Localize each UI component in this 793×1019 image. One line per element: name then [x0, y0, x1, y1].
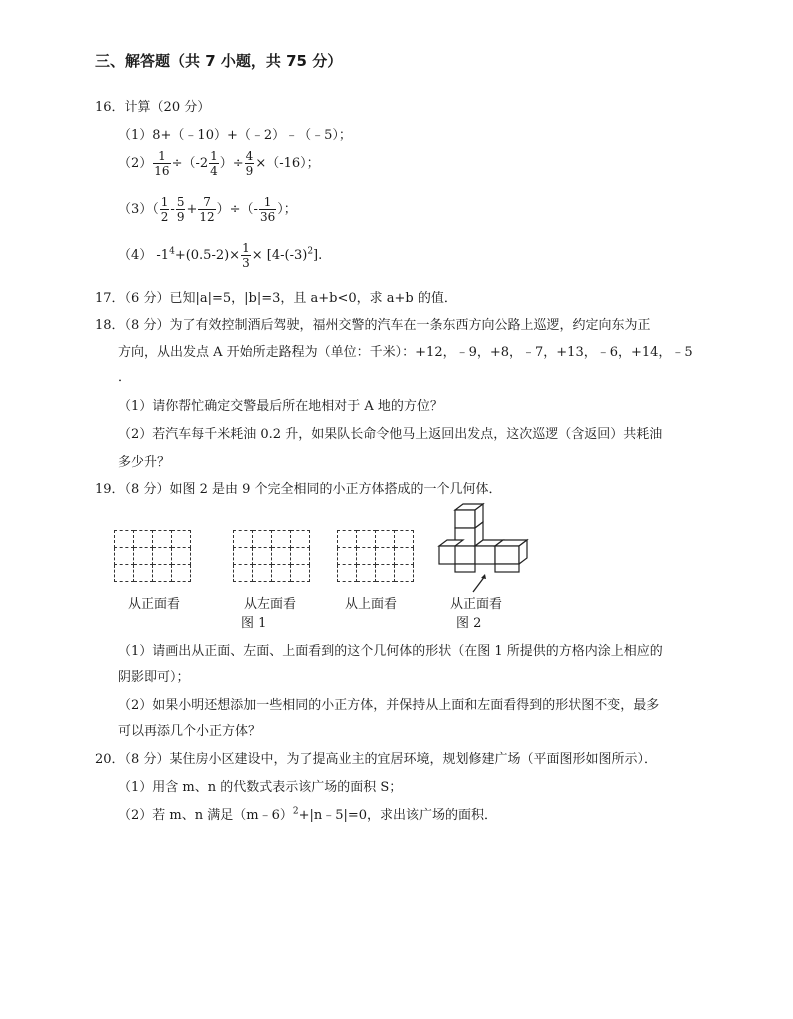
q18-line3: ．	[118, 370, 132, 385]
q18-sub2: （2）若汽车每千米耗油 0.2 升，如果队长命令他马上返回出发点，这次巡逻（含返回）共耗油	[118, 427, 663, 442]
fraction: $\frac{1}{3}$	[242, 241, 250, 270]
fraction: $\frac{1}{4}$	[210, 149, 218, 178]
grid-left-view	[233, 530, 310, 582]
q17: 17．（6 分）已知|a|=5，|b|=3，且 a+b<0，求 a+b 的值．	[95, 291, 457, 306]
grid-top-view	[337, 530, 414, 582]
caption-left-view: 从左面看	[244, 597, 297, 612]
q20-heading: 20．（8 分）某住房小区建设中，为了提高业主的宜居环境，规划修建广场（平面图形如图所示）．	[95, 752, 657, 767]
q19-sub1a: （1）请画出从正面、左面、上面看到的这个几何体的形状（在图 1 所提供的方格内涂上相应的	[118, 644, 663, 659]
q16-part3: （3）（ $\frac{1}{2}$ - $\frac{5}{9}$ + $\frac{7}{12}$ ）÷（- $\frac{1}{36}$ ）；	[118, 195, 297, 224]
q16-part2: （2） $\frac{1}{16}$ ÷（-2 $\frac{1}{4}$ ）÷ $\frac{4}{9}$ ×（-16）；	[118, 149, 320, 178]
q20-sub1: （1）用含 m、n 的代数式表示该广场的面积 S；	[118, 780, 403, 795]
figure-2-label: 图 2	[456, 616, 482, 631]
figure-1-label: 图 1	[241, 616, 267, 631]
q18-line1: 18．（8 分）为了有效控制酒后驾驶，福州交警的汽车在一条东西方向公路上巡逻，约定向东为正	[95, 318, 651, 333]
q18-sub1: （1）请你帮忙确定交警最后所在地相对于 A 地的方位？	[118, 399, 443, 414]
fraction: $\frac{5}{9}$	[176, 195, 185, 224]
cube-solid-figure	[435, 500, 535, 595]
caption-front-view-fig2: 从正面看	[450, 597, 503, 612]
q19-sub2b: 可以再添几个小正方体？	[118, 724, 262, 739]
q18-sub2b: 多少升？	[118, 455, 171, 470]
fraction: $\frac{7}{12}$	[199, 195, 215, 224]
q19-heading: 19．（8 分）如图 2 是由 9 个完全相同的小正方体搭成的一个几何体．	[95, 482, 502, 497]
fraction: $\frac{1}{16}$	[154, 149, 170, 178]
section-title: 三、解答题（共 7 小题，共 75 分）	[95, 52, 343, 70]
q19-sub1b: 阴影即可）；	[118, 670, 190, 685]
fraction: $\frac{1}{2}$	[160, 195, 169, 224]
q16-heading: 16．计算（20 分）	[95, 100, 211, 115]
fraction: $\frac{1}{36}$	[259, 195, 276, 224]
caption-top-view: 从上面看	[345, 597, 398, 612]
q16-part1: （1）8+（﹣10）+（﹣2）﹣（﹣5）；	[118, 128, 352, 143]
q16-part4: （4） $-1^4+(0.5-2)\times$ $\frac{1}{3}$ × $[4-(-3)^2]$.	[118, 241, 323, 270]
grid-front-view	[114, 530, 191, 582]
caption-front-view: 从正面看	[128, 597, 181, 612]
q20-sub2: （2）若 m、n 满足（m﹣6）$^2$+|n﹣5|=0，求出该广场的面积．	[118, 806, 498, 823]
fraction: $\frac{4}{9}$	[245, 149, 254, 178]
q19-sub2a: （2）如果小明还想添加一些相同的小正方体，并保持从上面和左面看得到的形状图不变，最多	[118, 698, 660, 713]
q18-line2: 方向，从出发点 A 开始所走路程为（单位：千米）：+12，﹣9，+8，﹣7，+13，﹣6，+14，﹣5	[118, 345, 693, 360]
